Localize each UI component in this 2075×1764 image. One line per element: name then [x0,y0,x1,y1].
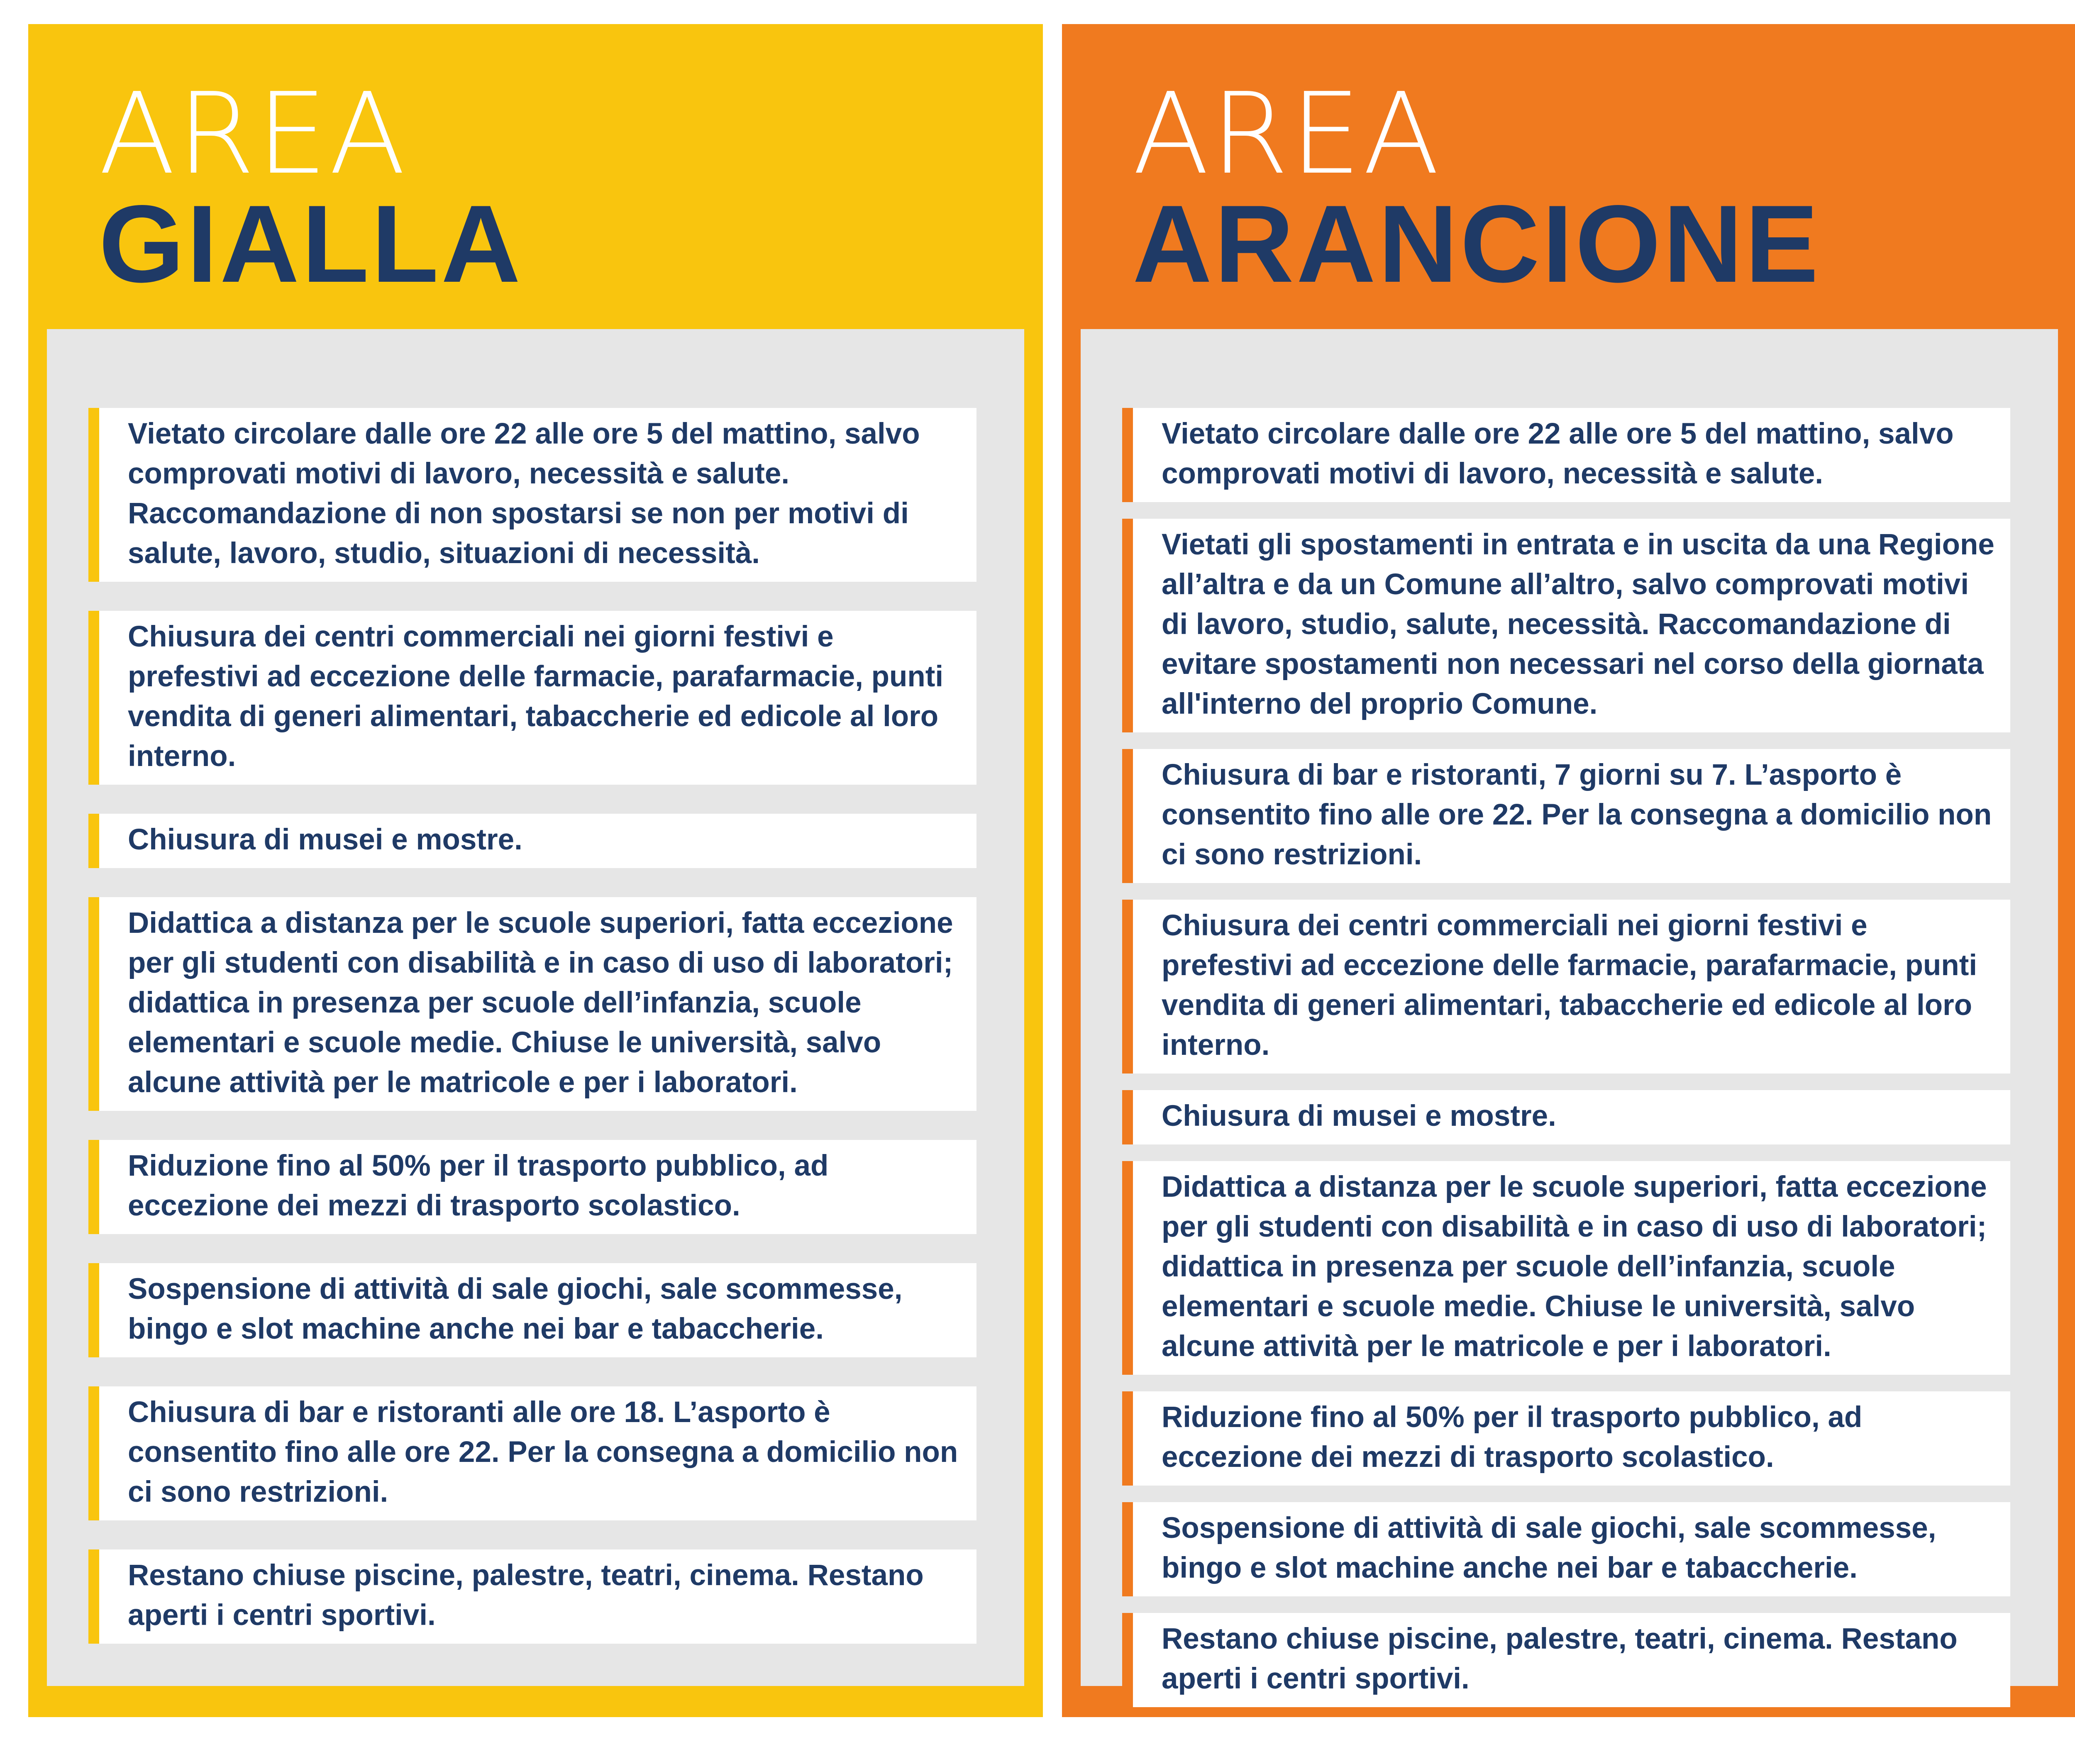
area-name: GIALLA [99,183,523,305]
rule-item: Chiusura di bar e ristoranti alle ore 18. L’asporto è consentito fino alle ore 22. Per la consegna a domicilio non ci sono restrizioni. [88,1386,976,1520]
panel-area-arancione [1062,24,2075,1717]
rule-item: Chiusura di bar e ristoranti, 7 giorni su 7. L’asporto è consentito fino alle ore 22. Per la consegna a domicilio non ci sono restrizioni. [1122,749,2010,883]
rule-item: Restano chiuse piscine, palestre, teatri, cinema. Restano aperti i centri sportivi. [88,1549,976,1644]
rule-item: Sospensione di attività di sale giochi, sale scommesse, bingo e slot machine anche nei bar e tabaccherie. [1122,1502,2010,1596]
rule-item: Chiusura di musei e mostre. [88,814,976,868]
rule-item: Riduzione fino al 50% per il trasporto pubblico, ad eccezione dei mezzi di trasporto scolastico. [1122,1391,2010,1486]
rule-item: Sospensione di attività di sale giochi, sale scommesse, bingo e slot machine anche nei bar e tabaccherie. [88,1263,976,1357]
rules-container [1081,329,2058,1695]
rule-item: Chiusura dei centri commerciali nei giorni festivi e prefestivi ad eccezione delle farmacie, parafarmacie, punti vendita di generi alimentari, tabaccherie ed edicole al loro interno. [1122,900,2010,1074]
rule-item: Chiusura di musei e mostre. [1122,1090,2010,1144]
rules-list [88,408,976,1673]
rules-container [47,329,1024,1686]
rules-list [1122,408,2010,1724]
rule-item: Chiusura dei centri commerciali nei giorni festivi e prefestivi ad eccezione delle farmacie, parafarmacie, punti vendita di generi alimentari, tabaccherie ed edicole al loro interno. [88,611,976,785]
area-word: AREA [99,68,408,199]
rule-item: Restano chiuse piscine, palestre, teatri, cinema. Restano aperti i centri sportivi. [1122,1613,2010,1707]
area-name: ARANCIONE [1133,183,1821,305]
rule-item: Vietati gli spostamenti in entrata e in uscita da una Regione all’altra e da un Comune all’altro, salvo comprovati motivi di lavoro, studio, salute, necessità. Raccomandazione di evitare spostamenti non necessari nel corso della giornata all'interno del proprio Comune. [1122,519,2010,732]
rule-item: Riduzione fino al 50% per il trasporto pubblico, ad eccezione dei mezzi di trasporto scolastico. [88,1140,976,1234]
rule-item: Vietato circolare dalle ore 22 alle ore 5 del mattino, salvo comprovati motivi di lavoro, necessità e salute. Raccomandazione di non spostarsi se non per motivi di salute, lavoro, studio, situazioni di necessità. [88,408,976,582]
area-word: AREA [1133,68,1441,199]
rule-item: Vietato circolare dalle ore 22 alle ore 5 del mattino, salvo comprovati motivi di lavoro, necessità e salute. [1122,408,2010,502]
rule-item: Didattica a distanza per le scuole superiori, fatta eccezione per gli studenti con disabilità e in caso di uso di laboratori; didattica in presenza per scuole dell’infanzia, scuole elementari e scuole medie. Chiuse le università, salvo alcune attività per le matricole e per i laboratori. [1122,1161,2010,1375]
rule-item: Didattica a distanza per le scuole superiori, fatta eccezione per gli studenti con disabilità e in caso di uso di laboratori; didattica in presenza per scuole dell’infanzia, scuole elementari e scuole medie. Chiuse le università, salvo alcune attività per le matricole e per i laboratori. [88,897,976,1111]
panel-area-gialla [28,24,1043,1717]
